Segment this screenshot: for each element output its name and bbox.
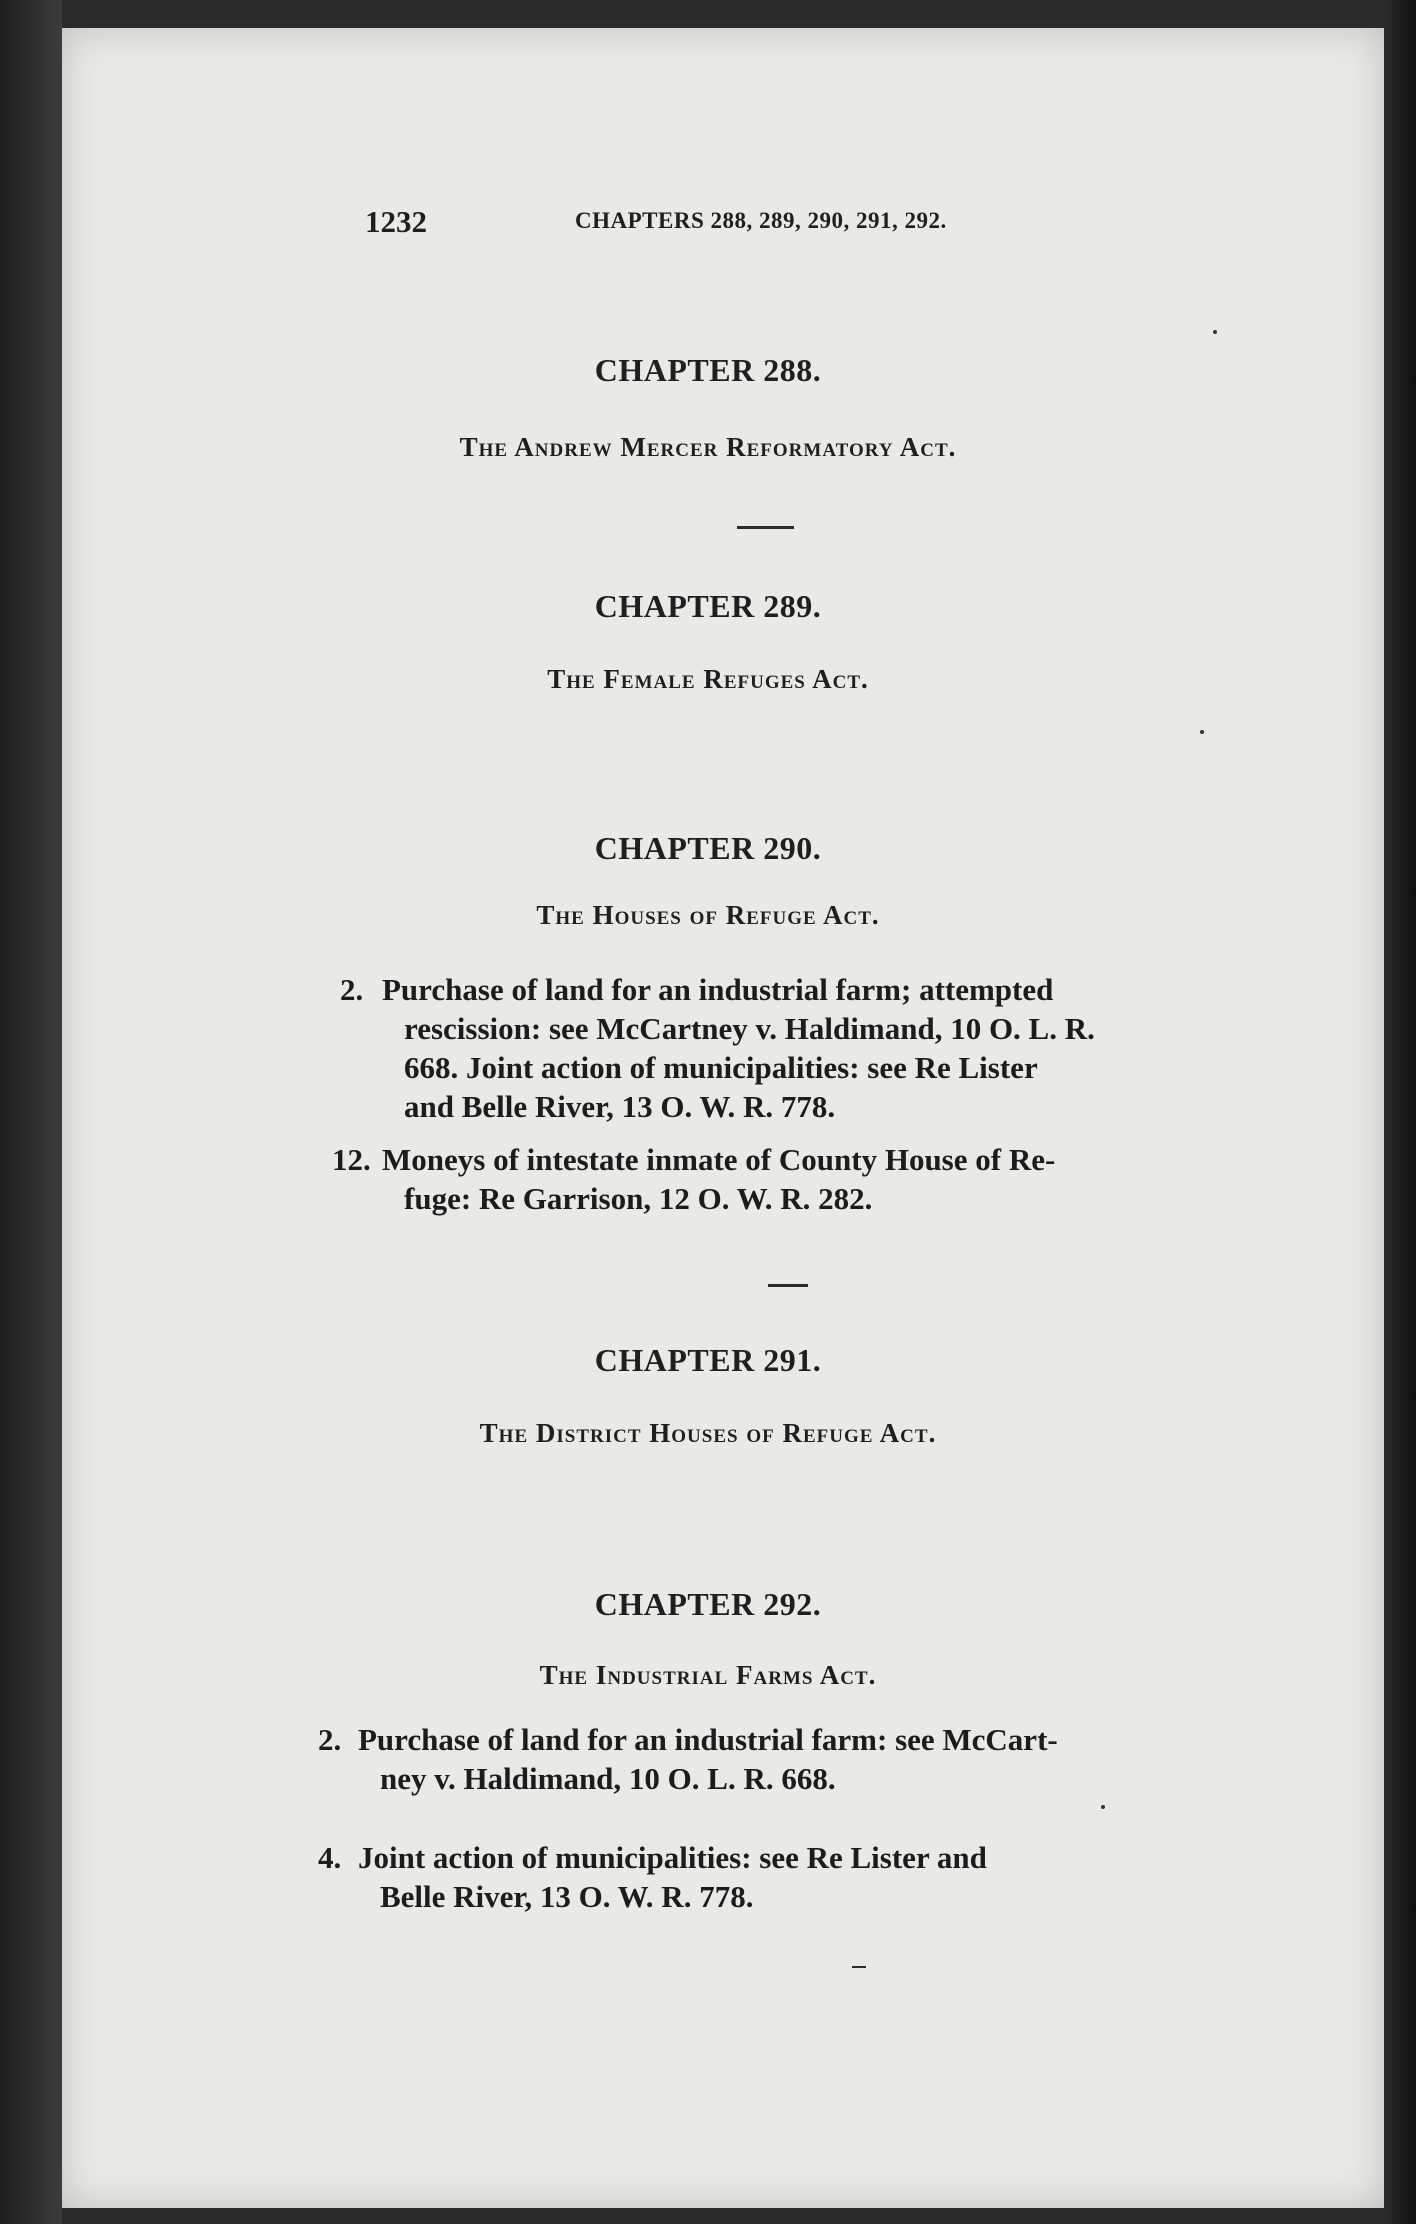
entry-line: Moneys of intestate inmate of County House of Re- <box>382 1142 1056 1177</box>
chapter-heading-289: CHAPTER 289. <box>594 588 822 624</box>
section-rule <box>737 526 794 529</box>
chapter-heading-288: CHAPTER 288. <box>594 352 822 388</box>
entry-number: 2. <box>340 972 364 1007</box>
print-speck <box>1200 730 1204 734</box>
entry-line: fuge: Re Garrison, 12 O. W. R. 282. <box>404 1181 873 1216</box>
chapter-heading-291: CHAPTER 291. <box>594 1342 822 1378</box>
entry-number: 2. <box>318 1722 342 1757</box>
entry-line: ney v. Haldimand, 10 O. L. R. 668. <box>380 1761 836 1796</box>
entry-line: Joint action of municipalities: see Re Lister and <box>358 1840 987 1875</box>
running-head-title: CHAPTERS 288, 289, 290, 291, 292. <box>575 208 947 233</box>
chapter-heading-290: CHAPTER 290. <box>594 830 822 866</box>
print-speck <box>1101 1805 1105 1809</box>
act-title-292: The Industrial Farms Act. <box>539 1660 877 1690</box>
entry-line: Purchase of land for an industrial farm; attempted <box>382 972 1054 1007</box>
print-speck <box>1213 330 1217 334</box>
entry-line: Purchase of land for an industrial farm: see McCart- <box>358 1722 1058 1757</box>
entry-line: Belle River, 13 O. W. R. 778. <box>380 1879 754 1914</box>
section-rule <box>768 1284 808 1287</box>
chapter-heading-292: CHAPTER 292. <box>594 1586 822 1622</box>
entry-number: 4. <box>318 1840 342 1875</box>
entry-number: 12. <box>332 1142 371 1177</box>
entry-line: and Belle River, 13 O. W. R. 778. <box>404 1089 836 1124</box>
act-title-288: The Andrew Mercer Reformatory Act. <box>459 432 957 462</box>
entry-line: 668. Joint action of municipalities: see Re Lister <box>404 1050 1038 1085</box>
print-mark <box>852 1966 866 1968</box>
entry-line: rescission: see McCartney v. Haldimand, 10 O. L. R. <box>404 1011 1095 1046</box>
act-title-291: The District Houses of Refuge Act. <box>479 1418 937 1448</box>
act-title-289: The Female Refuges Act. <box>547 664 869 694</box>
act-title-290: The Houses of Refuge Act. <box>536 900 880 930</box>
page-number: 1232 <box>365 204 427 239</box>
